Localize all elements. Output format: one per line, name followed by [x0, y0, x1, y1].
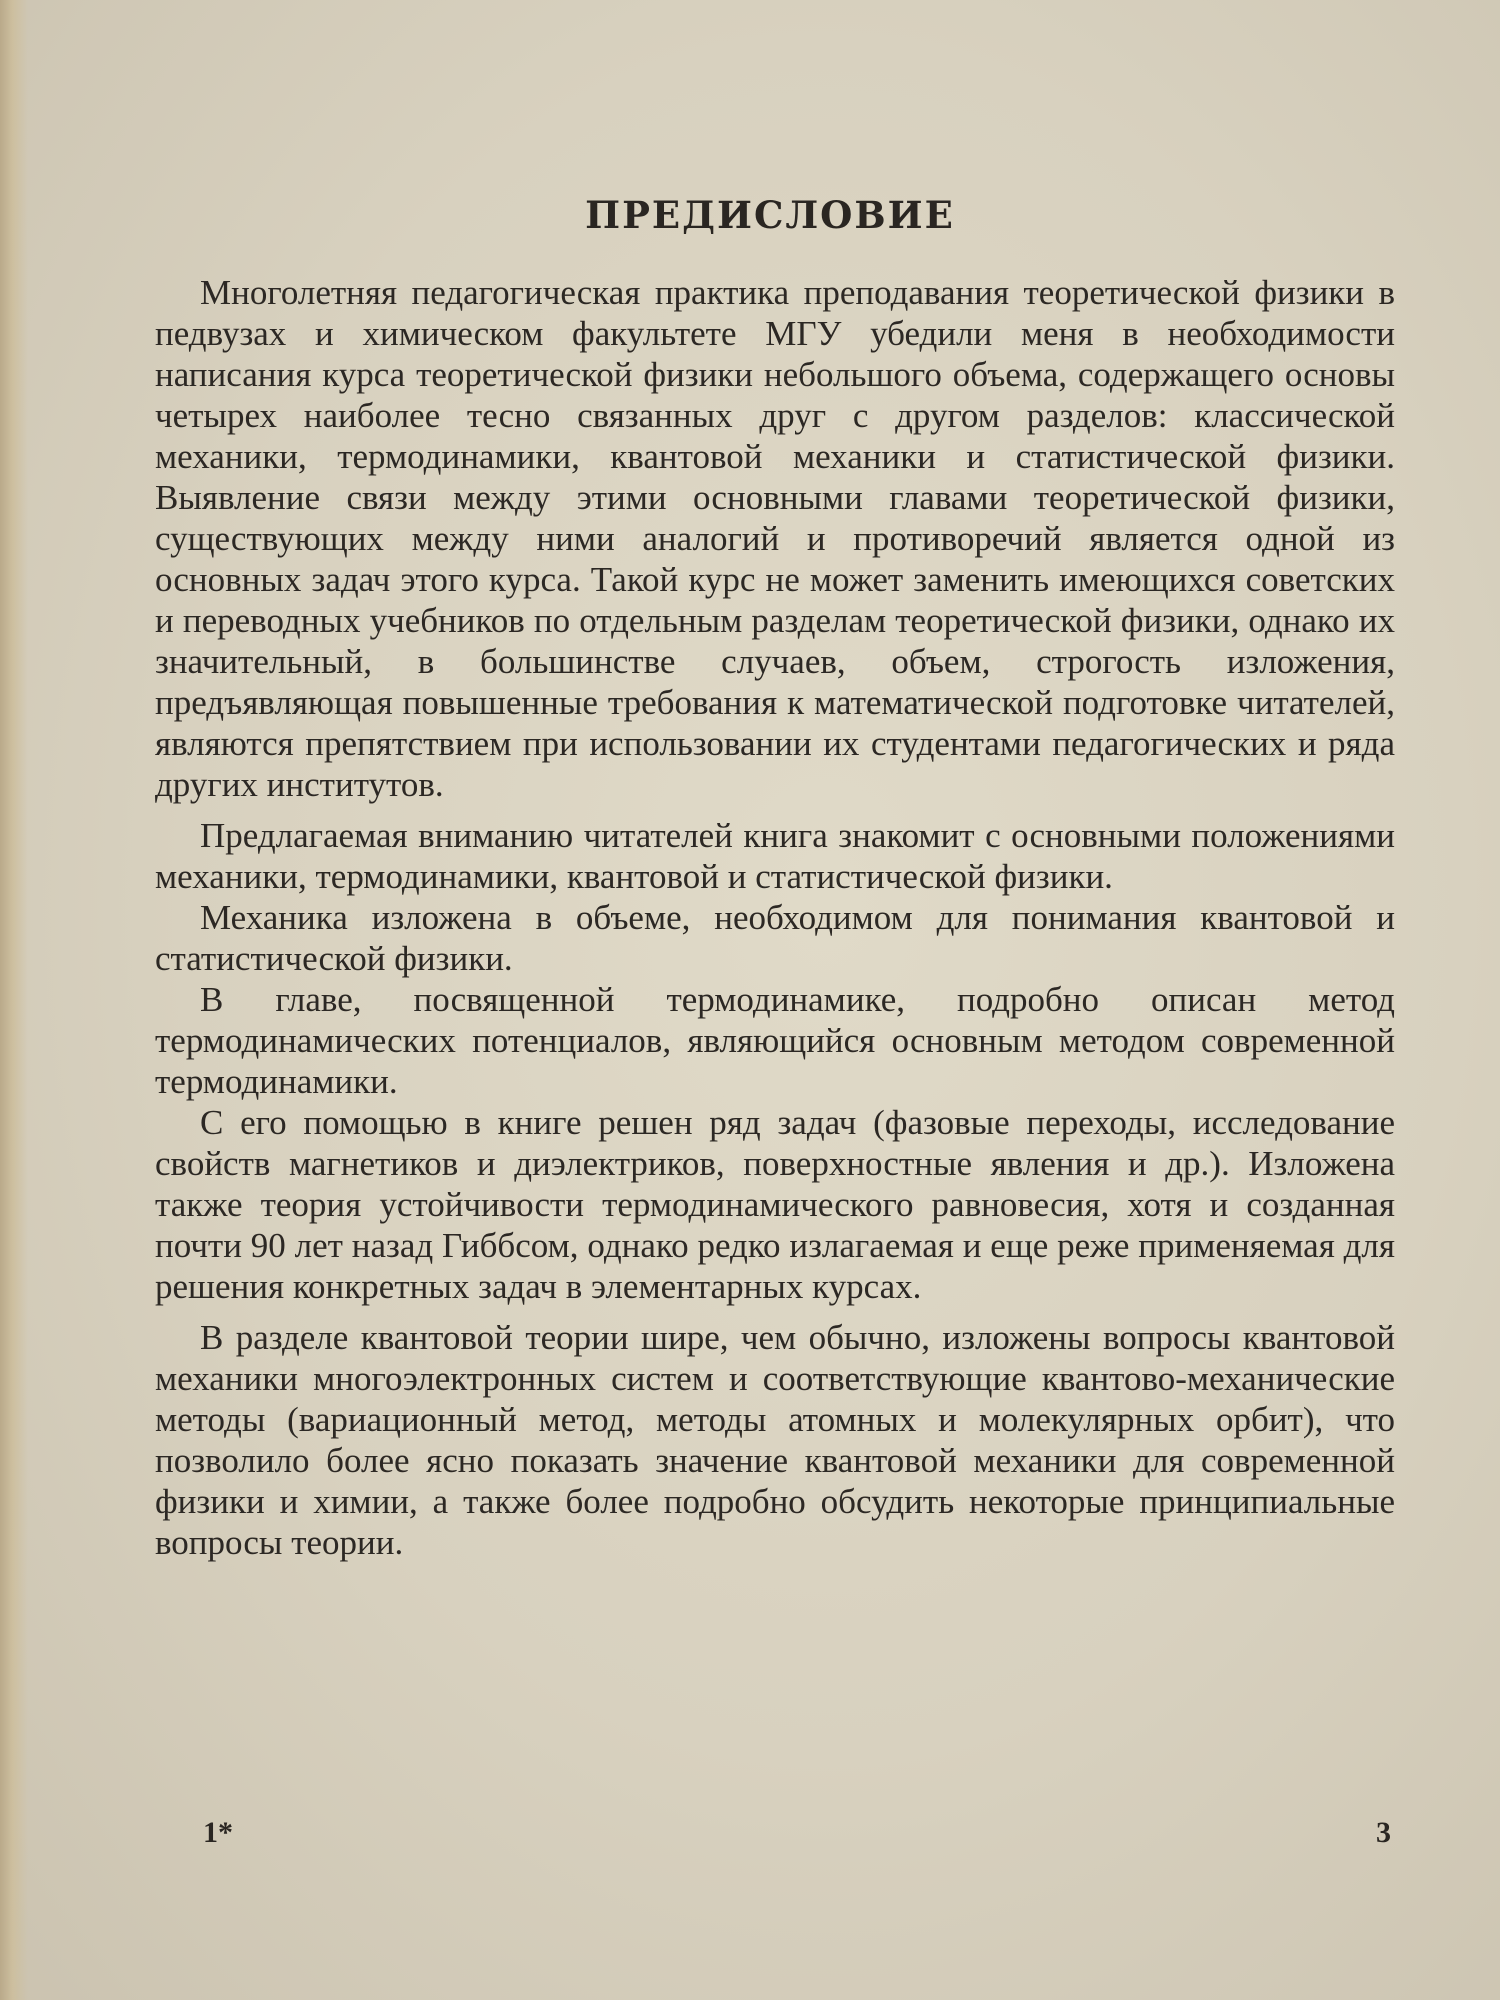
- sheet-signature: 1*: [203, 1816, 233, 1849]
- spine-shadow: [0, 0, 28, 2000]
- paragraph-5: С его помощью в книге решен ряд задач (фазовые переходы, исследование свойств магнетиков и диэлектриков, поверхностные явления и др.). Изложена также теория устойчивости термодинамического равновесия, хотя и созданная почти 90 лет назад Гиббсом, однако редко излагаемая и еще реже применяемая для решения конкретных задач в элементарных курсах.: [155, 1103, 1395, 1306]
- paragraph-6: В разделе квантовой теории шире, чем обычно, изложены вопросы квантовой механики многоэлектронных систем и соответствующие квантово-механические методы (вариационный метод, методы атомных и молекулярных орбит), что позволило более ясно показать значение квантовой механики для современной физики и химии, а также более подробно обсудить некоторые принципиальные вопросы теории.: [155, 1318, 1395, 1562]
- paragraph-4: В главе, посвященной термодинамике, подробно описан метод термодинамических потенциалов, являющийся основным методом современной термодинамики.: [155, 980, 1395, 1101]
- paragraph-3: Механика изложена в объеме, необходимом для понимания квантовой и статистической физики.: [155, 898, 1395, 978]
- page-number: 3: [1376, 1816, 1391, 1849]
- page-title: ПРЕДИСЛОВИЕ: [585, 193, 955, 237]
- paragraph-2: Предлагаемая вниманию читателей книга знакомит с основными положениями механики, термодинамики, квантовой и статистической физики.: [155, 816, 1395, 896]
- paragraph-1: Многолетняя педагогическая практика преподавания теоретической физики в педвузах и химическом факультете МГУ убедили меня в необходимости написания курса теоретической физики небольшого объема, содержащего основы четырех наиболее тесно связанных друг с другом разделов: классической механики, термодинамики, квантовой механики и статистической физики. Выявление связи между этими основными главами теоретической физики, существующих между ними аналогий и противоречий является одной из основных задач этого курса. Такой курс не может заменить имеющихся советских и переводных учебников по отдельным разделам теоретической физики, однако их значительный, в большинстве случаев, объем, строгость изложения, предъявляющая повышенные требования к математической подготовке читателей, являются препятствием при использовании их студентами педагогических и ряда других институтов.: [155, 273, 1395, 804]
- body-text: [155, 272, 1395, 1573]
